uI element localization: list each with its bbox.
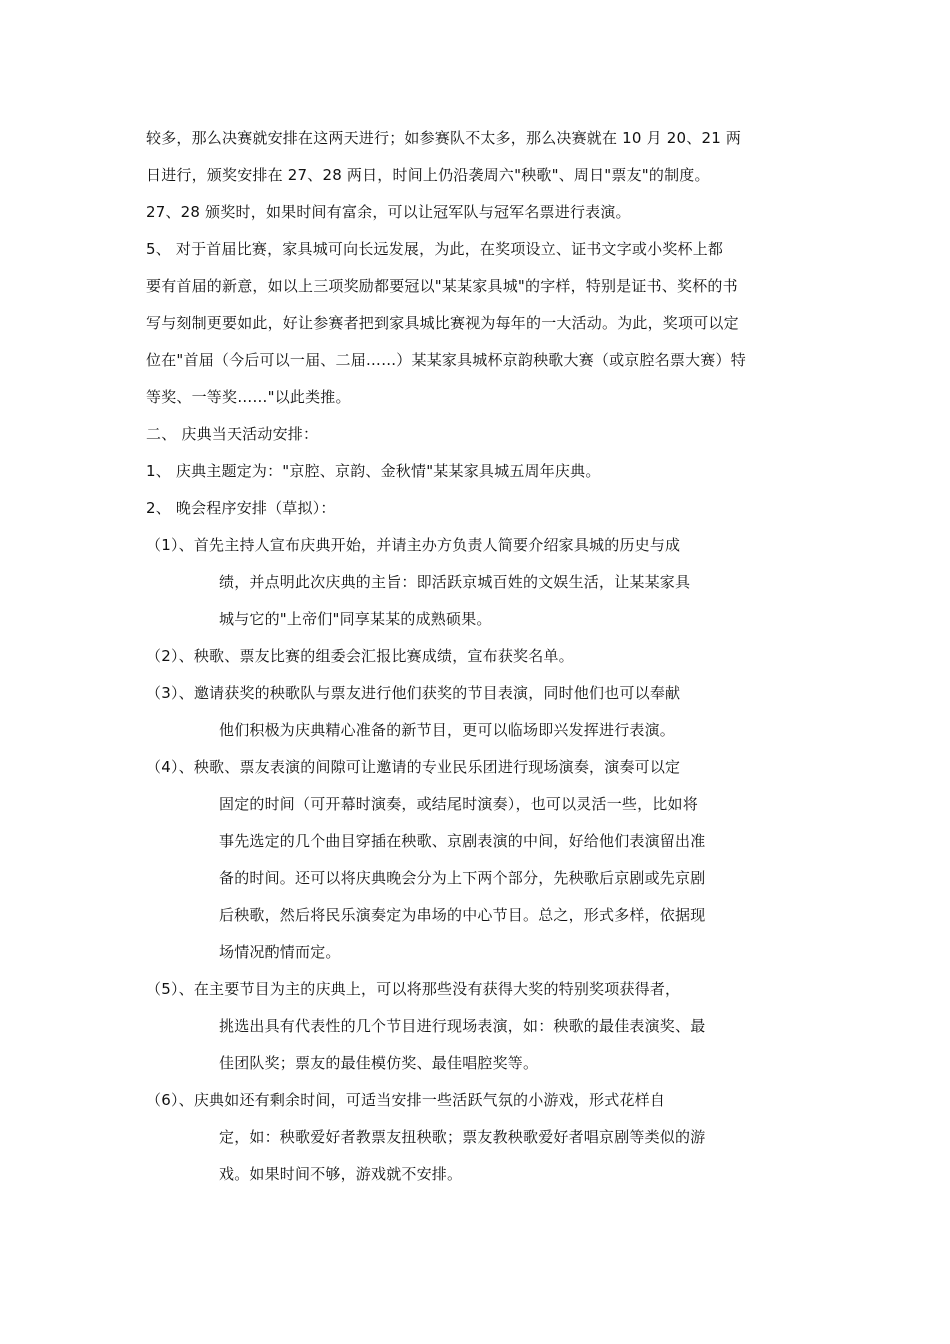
text-line: 城与它的"上帝们"同享某某的成熟硕果。 bbox=[219, 610, 492, 628]
text-line: （5）、在主要节目为主的庆典上，可以将那些没有获得大奖的特别奖项获得者， bbox=[146, 980, 681, 998]
text-line: 等奖、一等奖……"以此类推。 bbox=[146, 388, 351, 406]
text-line: 固定的时间（可开幕时演奏，或结尾时演奏），也可以灵活一些，比如将 bbox=[219, 795, 698, 813]
text-line: 事先选定的几个曲目穿插在秧歌、京剧表演的中间，好给他们表演留出准 bbox=[219, 832, 706, 850]
text-line: 写与刻制更要如此，好让参赛者把到家具城比赛视为每年的一大活动。为此，奖项可以定 bbox=[146, 314, 739, 332]
text-line: 1、 庆典主题定为："京腔、京韵、金秋情"某某家具城五周年庆典。 bbox=[146, 462, 601, 480]
text-line: （4）、秧歌、票友表演的间隙可让邀请的专业民乐团进行现场演奏，演奏可以定 bbox=[146, 758, 681, 776]
text-line: 2、 晚会程序安排（草拟）： bbox=[146, 499, 336, 517]
text-line: 较多，那么决赛就安排在这两天进行；如参赛队不太多，那么决赛就在 10 月 20、21 两 bbox=[146, 129, 742, 147]
text-line: （1）、首先主持人宣布庆典开始，并请主办方负责人简要介绍家具城的历史与成 bbox=[146, 536, 681, 554]
text-line: 他们积极为庆典精心准备的新节目，更可以临场即兴发挥进行表演。 bbox=[219, 721, 676, 739]
text-line: 27、28 颁奖时，如果时间有富余，可以让冠军队与冠军名票进行表演。 bbox=[146, 203, 631, 221]
text-line: 备的时间。还可以将庆典晚会分为上下两个部分，先秧歌后京剧或先京剧 bbox=[219, 869, 706, 887]
text-line: 要有首届的新意，如以上三项奖励都要冠以"某某家具城"的字样，特别是证书、奖杯的书 bbox=[146, 277, 738, 295]
text-line: （2）、秧歌、票友比赛的组委会汇报比赛成绩，宣布获奖名单。 bbox=[146, 647, 574, 665]
text-line: 场情况酌情而定。 bbox=[219, 943, 341, 961]
text-line: 佳团队奖；票友的最佳模仿奖、最佳唱腔奖等。 bbox=[219, 1054, 539, 1072]
text-line: 后秧歌，然后将民乐演奏定为串场的中心节目。总之，形式多样，依据现 bbox=[219, 906, 706, 924]
section-heading: 二、 庆典当天活动安排： bbox=[146, 425, 319, 443]
text-line: 日进行，颁奖安排在 27、28 两日，时间上仍沿袭周六"秧歌"、周日"票友"的制度。 bbox=[146, 166, 710, 184]
text-line: 定，如：秧歌爱好者教票友扭秧歌；票友教秧歌爱好者唱京剧等类似的游 bbox=[219, 1128, 706, 1146]
text-line: （6）、庆典如还有剩余时间，可适当安排一些活跃气氛的小游戏，形式花样自 bbox=[146, 1091, 666, 1109]
text-line: 绩，并点明此次庆典的主旨：即活跃京城百姓的文娱生活，让某某家具 bbox=[219, 573, 691, 591]
text-line: （3）、邀请获奖的秧歌队与票友进行他们获奖的节目表演，同时他们也可以奉献 bbox=[146, 684, 681, 702]
text-line: 位在"首届（今后可以一届、二届……）某某家具城杯京韵秧歌大赛（或京腔名票大赛）特 bbox=[146, 351, 746, 369]
text-line: 挑选出具有代表性的几个节目进行现场表演，如：秧歌的最佳表演奖、最 bbox=[219, 1017, 706, 1035]
text-line: 5、 对于首届比赛，家具城可向长远发展，为此，在奖项设立、证书文字或小奖杯上都 bbox=[146, 240, 724, 258]
text-line: 戏。如果时间不够，游戏就不安排。 bbox=[219, 1165, 463, 1183]
